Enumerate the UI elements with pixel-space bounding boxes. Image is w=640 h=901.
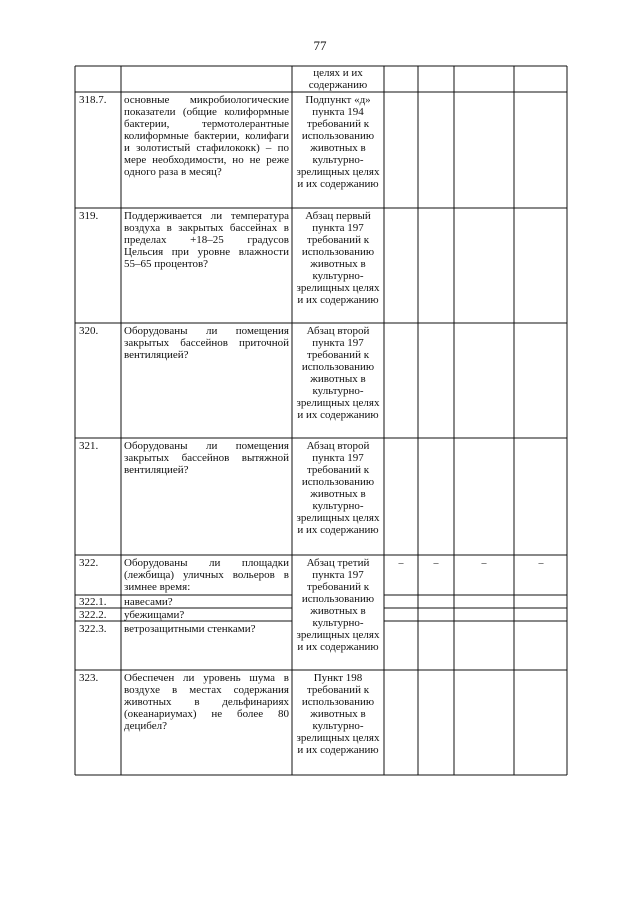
row-number: 322. <box>79 557 99 569</box>
row-reference: Подпункт «д» пункта 194 требований к использованию животных в культурно-зрелищных целях и их содержанию <box>296 94 380 190</box>
row-number: 319. <box>79 210 99 222</box>
dash-mark: – <box>481 558 487 569</box>
row-reference: Абзац первый пункта 197 требований к использованию животных в культурно-зрелищных целях и их содержанию <box>296 210 380 306</box>
dash-mark: – <box>538 558 544 569</box>
row-question: ветрозащитными стенками? <box>124 623 256 635</box>
row-question: навесами? <box>124 596 173 608</box>
page-number: 77 <box>313 38 327 53</box>
row-number: 318.7. <box>79 94 107 106</box>
row-reference: Пункт 198 требований к использованию животных в культурно-зрелищных целях и их содержанию <box>296 672 380 756</box>
row-number: 323. <box>79 672 99 684</box>
dash-mark: – <box>398 558 404 569</box>
row-question: Оборудованы ли площадки (лежбища) уличных вольеров в зимнее время: <box>124 557 289 593</box>
row-question: Оборудованы ли помещения закрытых бассейнов приточной вентиляцией? <box>124 325 289 361</box>
row-question: Поддерживается ли температура воздуха в закрытых бассейнах в пределах +18–25 градусов Цельсия при уровне влажности 55–65 процентов? <box>124 210 289 270</box>
row-number: 320. <box>79 325 99 337</box>
row-reference: Абзац второй пункта 197 требований к использованию животных в культурно-зрелищных целях и их содержанию <box>296 440 380 536</box>
row-question: убежищами? <box>124 609 185 621</box>
row-number: 321. <box>79 440 99 452</box>
row-question: Оборудованы ли помещения закрытых бассейнов вытяжной вентиляцией? <box>124 440 289 476</box>
row-reference: Абзац третий пункта 197 требований к использованию животных в культурно-зрелищных целях и их содержанию <box>296 557 380 653</box>
row-question: основные микробиологические показатели (общие колиформные бактерии, термотолерантные колиформные бактерии, колифаги и золотистый стафилококк) – по мере необходимости, но не реже одного раза в месяц? <box>124 94 289 178</box>
row-number: 322.1. <box>79 596 107 608</box>
row-reference: Абзац второй пункта 197 требований к использованию животных в культурно-зрелищных целях и их содержанию <box>296 325 380 421</box>
row-number: 322.3. <box>79 623 107 635</box>
header-fragment: целях и их содержанию <box>308 67 368 91</box>
row-question: Обеспечен ли уровень шума в воздухе в местах содержания животных в дельфинариях (океанариумах) не более 80 децибел? <box>124 672 289 732</box>
row-number: 322.2. <box>79 609 107 621</box>
dash-mark: – <box>433 558 439 569</box>
